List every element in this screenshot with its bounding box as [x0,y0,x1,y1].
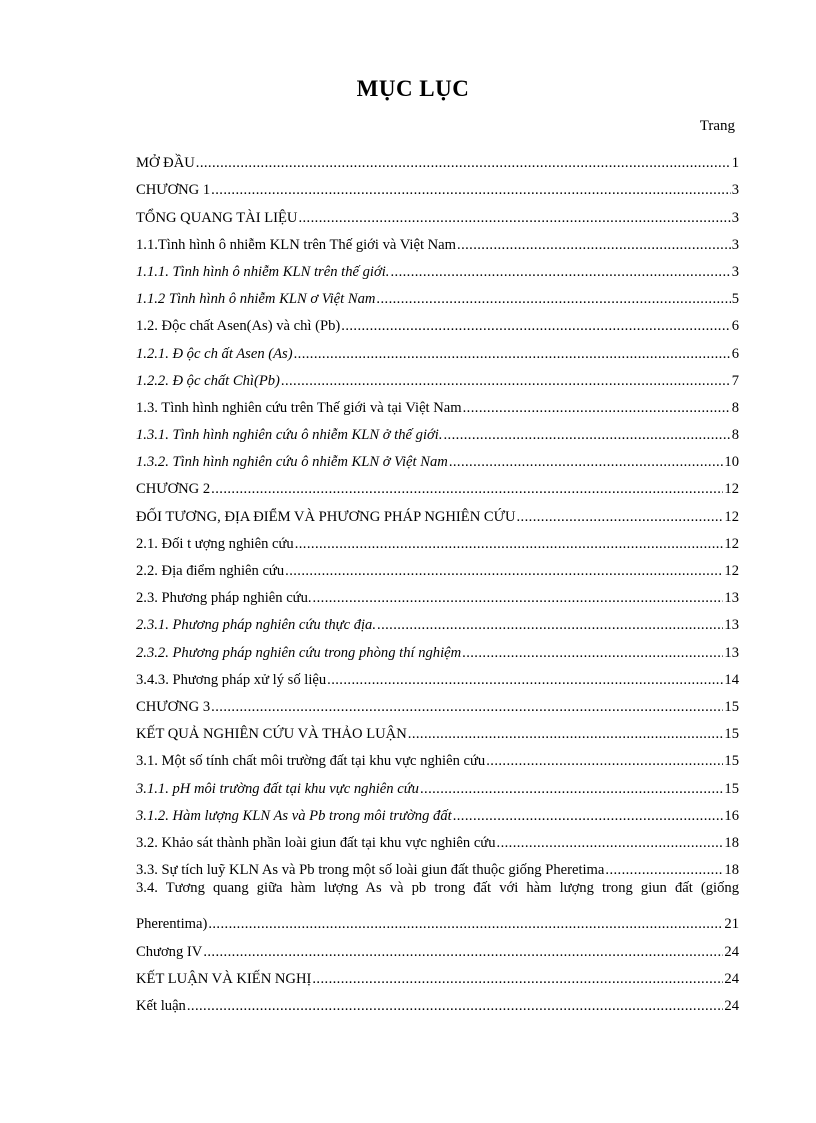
toc-dot-leader [517,508,724,526]
toc-entry[interactable] [136,933,739,960]
toc-entry[interactable] [136,227,739,254]
toc-entry-label: KẾT LUẬN VÀ KIẾN NGHỊ [136,970,312,987]
toc-dot-leader [211,698,723,716]
toc-entry[interactable] [136,308,739,335]
toc-dot-leader [341,317,730,335]
toc-page-number: 12 [724,508,739,525]
toc-entry[interactable] [136,689,739,716]
toc-entry-label: 2.3.2. Phương pháp nghiên cứu trong phòng thí nghiệm [136,644,462,661]
toc-entry[interactable] [136,607,739,634]
toc-dot-leader [327,671,723,689]
toc-dot-leader [390,263,730,281]
toc-entry-label: 1.3.2. Tình hình nghiên cứu ô nhiễm KLN ở Việt Nam [136,454,448,471]
toc-entry-label: CHƯƠNG 1 [136,182,211,199]
toc-entry[interactable] [136,498,739,525]
toc-page-number: 6 [731,345,739,362]
toc-page-number: 15 [724,698,739,715]
toc-dot-leader [605,861,723,879]
toc-entry-label: Chương IV [136,943,203,960]
toc-entry[interactable] [136,145,739,172]
toc-entry-label: 2.3.1. Phương pháp nghiên cứu thực địa. [136,617,377,634]
toc-page-number: 13 [724,617,739,634]
toc-dot-leader [203,943,723,961]
toc-dot-leader [457,236,731,254]
toc-entry-label: 3.1.1. pH môi trường đất tại khu vực nghiên cứu [136,780,419,797]
toc-entry-label: 1.1.1. Tình hình ô nhiễm KLN trên thế giới. [136,263,390,280]
toc-entry[interactable] [136,281,739,308]
toc-entry-label: 3.1.2. Hàm lượng KLN As và Pb trong môi trường đất [136,807,452,824]
toc-dot-leader [408,725,724,743]
toc-entry[interactable] [136,444,739,471]
toc-entry[interactable] [136,770,739,797]
toc-entry-label: 3.4.3. Phương pháp xử lý số liệu [136,671,327,688]
toc-dot-leader [463,399,731,417]
toc-entry-label: 1.3.1. Tình hình nghiên cứu ô nhiễm KLN ở thế giới. [136,427,443,444]
toc-page-number: 24 [724,943,739,960]
toc-entry[interactable] [136,716,739,743]
toc-page-number: 7 [731,372,739,389]
toc-entry[interactable] [136,335,739,362]
toc-page-number: 3 [731,209,739,226]
toc-dot-leader [211,480,723,498]
toc-page-number: 6 [731,318,739,335]
toc-entry-label: 1.1.2 Tình hình ô nhiễm KLN ơ Việt Nam [136,291,376,308]
toc-entry[interactable] [136,390,739,417]
toc-page-number: 16 [724,807,739,824]
toc-entry-label: 1.1.Tình hình ô nhiễm KLN trên Thế giới và Việt Nam [136,236,457,253]
toc-page-number: 8 [731,427,739,444]
toc-page-number: 12 [724,535,739,552]
toc-dot-leader [211,181,731,199]
toc-dot-leader [486,752,723,770]
toc-page-number: 18 [724,862,739,879]
toc-entry-label: 1.3. Tình hình nghiên cứu trên Thế giới và tại Việt Nam [136,399,462,416]
toc-page-number: 24 [724,970,739,987]
toc-entry-label: Kết luận [136,998,186,1014]
toc-entry-label: 2.3. Phương pháp nghiên cứu. [136,590,312,607]
toc-dot-leader [208,915,723,933]
toc-page-number: 15 [724,780,739,797]
toc-dot-leader [312,970,723,988]
toc-entry-label: CHƯƠNG 3 [136,698,211,715]
toc-dot-leader [449,453,724,471]
toc-entry-label: 1.2.1. Đ ộc ch ất Asen (As) [136,345,293,362]
toc-page-number: 21 [724,916,739,933]
toc-dot-leader [196,154,731,172]
toc-dot-leader [295,535,724,553]
toc-entry-label: 2.2. Địa điểm nghiên cứu [136,563,285,579]
toc-tail-entries [136,933,739,1015]
toc-page-number: 1 [731,155,739,172]
toc-entry[interactable] [136,199,739,226]
toc-page-number: 12 [724,481,739,498]
toc-page-number: 5 [731,291,739,308]
toc-main-entries [136,145,739,879]
toc-entry[interactable] [136,254,739,281]
toc-entry-label: 3.1. Một số tính chất môi trường đất tại khu vực nghiên cứu [136,753,486,770]
toc-dot-leader [285,562,723,580]
toc-page-number: 3 [731,263,739,280]
toc-dot-leader [444,426,731,444]
toc-page-number: 8 [731,399,739,416]
toc-dot-leader [420,780,723,798]
page-title: MỤC LỤC [356,76,470,101]
toc-entry[interactable] [136,852,739,879]
toc-page-number: 10 [724,454,739,471]
toc-entry[interactable] [136,988,739,1015]
toc-entry[interactable] [136,634,739,661]
toc-entry-label: Pherentima) [136,916,208,933]
toc-entry[interactable] [136,172,739,199]
toc-entry-label: ĐỐI TƯƠNG, ĐỊA ĐIỂM VÀ PHƯƠNG PHÁP NGHIÊN CỨU [136,508,516,525]
toc-page-number: 13 [724,644,739,661]
toc-entry-label: 2.1. Đối t ượng nghiên cứu [136,535,294,552]
toc-dot-leader [453,807,724,825]
toc-entry[interactable] [136,363,739,390]
toc-entry[interactable] [136,961,739,988]
toc-page-number: 3 [731,236,739,253]
toc-entry-wrapped-line1 [136,879,739,906]
toc-entry-label: 3.2. Khảo sát thành phần loài giun đất tại khu vực nghiên cứu [136,834,496,851]
toc-entry[interactable] [136,825,739,852]
toc-page-number: 15 [724,753,739,770]
toc-entry[interactable] [136,662,739,689]
toc-entry[interactable] [136,526,739,553]
toc-dot-leader [377,616,723,634]
toc-entry[interactable] [136,798,739,825]
toc-dot-leader [376,290,730,308]
toc-page-number: 14 [724,671,739,688]
toc-page-number: 24 [724,998,739,1014]
page-column-header: Trang [699,118,735,134]
toc-entry-label: CHƯƠNG 2 [136,481,211,498]
toc-entry[interactable] [136,580,739,607]
toc-entry-label: TỔNG QUANG TÀI LIỆU [136,209,298,226]
toc-entry-label: 3.3. Sự tích luỹ KLN As và Pb trong một số loài giun đất thuộc giống Pheretima [136,862,605,879]
toc-page-number: 15 [724,726,739,743]
toc-entry[interactable] [136,471,739,498]
toc-dot-leader [187,997,724,1015]
toc-entry-label: MỞ ĐẦU [136,155,195,172]
toc-dot-leader [298,209,730,227]
toc-dot-leader [462,644,723,662]
toc-page-number: 3 [731,182,739,199]
toc-entry[interactable] [136,743,739,770]
toc-entry-label: 3.4. Tương quang giữa hàm lượng As và pb trong đất với hàm lượng trong giun đất (giống [136,880,739,897]
toc-page-number: 18 [724,834,739,851]
toc-dot-leader [294,345,731,363]
toc-entry[interactable] [136,417,739,444]
toc-dot-leader [281,372,731,390]
toc-page-number: 13 [724,590,739,607]
toc-entry-wrapped-line2[interactable] [136,906,739,933]
toc-entry-label: 1.2. Độc chất Asen(As) và chì (Pb) [136,318,341,335]
toc-dot-leader [313,589,724,607]
toc-entry[interactable] [136,553,739,580]
toc-entry-label: KẾT QUẢ NGHIÊN CỨU VÀ THẢO LUẬN [136,726,407,743]
toc-entry-label: 1.2.2. Đ ộc chất Chì(Pb) [136,372,280,389]
toc-dot-leader [497,834,724,852]
toc-page-number: 12 [724,563,739,579]
table-of-contents [136,145,739,1015]
